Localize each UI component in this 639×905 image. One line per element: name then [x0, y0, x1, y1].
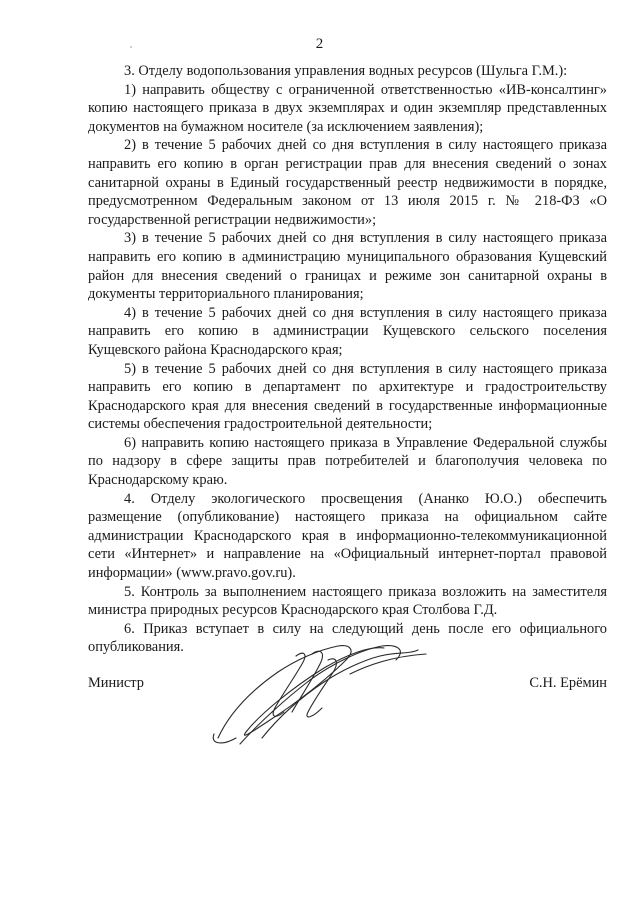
paragraph-section-4: 4. Отделу экологического просвещения (Ананко Ю.О.) обеспечить размещение (опубликование) настоящего приказа на официальном сайте администрации Краснодарского края в информационно-телекоммуникационной сети «Интернет» и направление на «Официальный интернет-портал правовой информации» (www.pravo.gov.ru).	[88, 490, 607, 582]
signatory-name: С.Н. Ерёмин	[529, 675, 607, 691]
paragraph-item-4: 4) в течение 5 рабочих дней со дня вступления в силу настоящего приказа направить его копию в администрации Кущевского сельского поселения Кущевского района Краснодарского края;	[88, 304, 607, 358]
page-number: 2	[315, 36, 324, 52]
paragraph-item-5: 5) в течение 5 рабочих дней со дня вступления в силу настоящего приказа направить его копию в департамент по архитектуре и градостроительству Краснодарского края для внесения сведений в государственные информационные системы обеспечения градостроительной деятельности;	[88, 360, 607, 433]
paragraph-item-3: 3) в течение 5 рабочих дней со дня вступления в силу настоящего приказа направить его копию в администрацию муниципального образования Кущевский район для внесения сведений о границах и режиме зон санитарной охраны в документы территориального планирования;	[88, 230, 607, 303]
paragraph-item-2: 2) в течение 5 рабочих дней со дня вступления в силу настоящего приказа направить его копию в орган регистрации прав для внесения сведений о зонах санитарной охраны в Единый государственный реестр недвижимости в порядке, предусмотренном Федеральным законом от 13 июля 2015 г. № 218-ФЗ «О государственной регистрации недвижимости»;	[88, 137, 607, 228]
paragraph-section-6: 6. Приказ вступает в силу на следующий день после его официального опубликования.	[88, 620, 607, 656]
paragraph-section-5: 5. Контроль за выполнением настоящего приказа возложить на заместителя министра природных ресурсов Краснодарского края Столбова Г.Д.	[88, 583, 607, 619]
paragraph-section-3: 3. Отделу водопользования управления водных ресурсов (Шульга Г.М.):	[124, 63, 568, 79]
document-body	[88, 62, 607, 657]
signatory-position: Министр	[88, 675, 144, 691]
paragraph-item-1: 1) направить обществу с ограниченной ответственностью «ИВ-консалтинг» копию настоящего приказа в двух экземплярах и один экземпляр представленных документов на бумажном носителе (за исключением заявления);	[88, 81, 607, 135]
paragraph-item-6: 6) направить копию настоящего приказа в Управление Федеральной службы по надзору в сфере защиты прав потребителей и благополучия человека по Краснодарскому краю.	[88, 434, 607, 489]
signature-block	[88, 675, 607, 695]
